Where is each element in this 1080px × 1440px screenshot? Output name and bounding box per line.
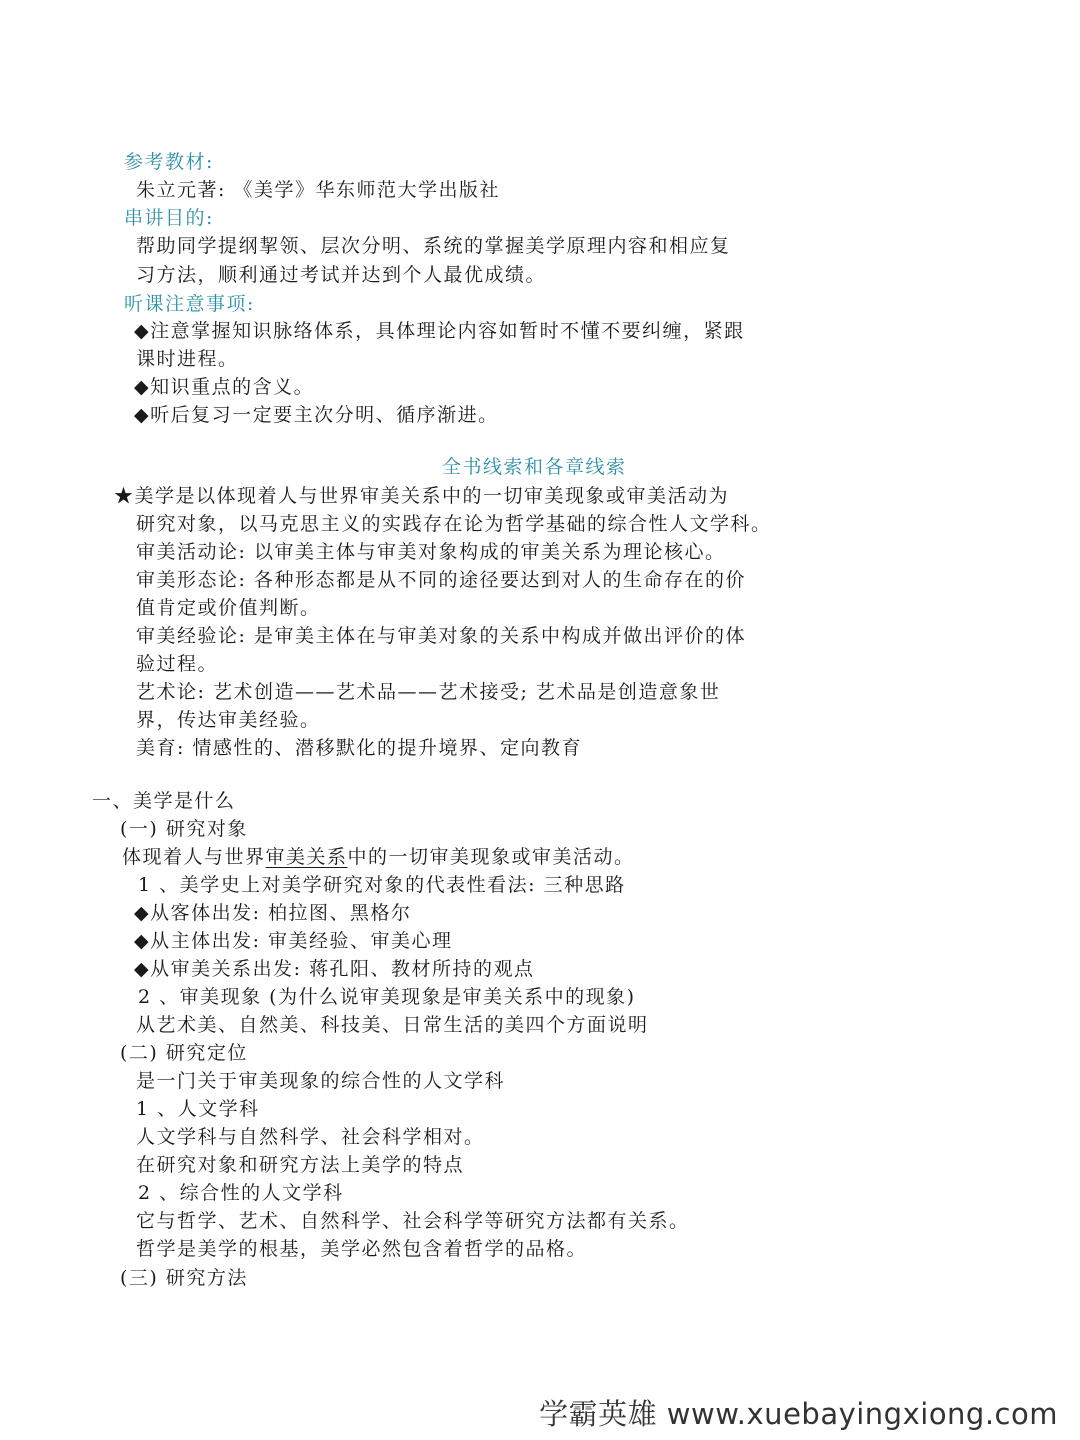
- experience-theory-line-1: 审美经验论: 是审美主体在与审美对象的关系中构成并做出评价的体: [136, 625, 746, 647]
- site-watermark: 学霸英雄 www.xuebayingxiong.com: [539, 1397, 1058, 1431]
- chapter-1-title: 一、美学是什么: [92, 790, 236, 812]
- point-1-title: 1 、美学史上对美学研究对象的代表性看法: 三种思路: [138, 874, 626, 896]
- definition-line-2: 研究对象，以马克思主义的实践存在论为哲学基础的综合性人文学科。: [136, 513, 772, 535]
- point-2-title: 2 、审美现象 (为什么说审美现象是审美关系中的现象): [138, 986, 636, 1008]
- purpose-line-1: 帮助同学提纲挈领、层次分明、系统的掌握美学原理内容和相应复: [136, 235, 731, 257]
- textbook-heading: 参考教材:: [124, 151, 214, 173]
- purpose-heading: 串讲目的:: [124, 207, 214, 229]
- aesthetic-education: 美育: 情感性的、潜移默化的提升境界、定向教育: [136, 737, 582, 759]
- definition-prefix: 体现着人与世界: [122, 846, 266, 868]
- note-3: ◆听后复习一定要主次分明、循序渐进。: [134, 404, 499, 426]
- section-2-line: 是一门关于审美现象的综合性的人文学科: [136, 1070, 506, 1092]
- point-2-description: 从艺术美、自然美、科技美、日常生活的美四个方面说明: [136, 1014, 649, 1036]
- comprehensive-title: 2 、综合性的人文学科: [138, 1182, 344, 1204]
- humanities-title: 1 、人文学科: [136, 1098, 260, 1120]
- section-1-title: (一) 研究对象: [120, 818, 248, 840]
- clues-title: 全书线索和各章线索: [442, 456, 627, 478]
- approach-subject: ◆从主体出发: 审美经验、审美心理: [134, 930, 453, 952]
- experience-theory-line-2: 验过程。: [136, 653, 219, 675]
- definition-line-1: ★美学是以体现着人与世界审美关系中的一切审美现象或审美活动为: [114, 485, 730, 507]
- activity-theory: 审美活动论: 以审美主体与审美对象构成的审美关系为理论核心。: [136, 541, 726, 563]
- section-3-title: (三) 研究方法: [120, 1267, 248, 1289]
- comprehensive-line-2: 哲学是美学的根基，美学必然包含着哲学的品格。: [136, 1238, 588, 1260]
- note-1-line-1: ◆注意掌握知识脉络体系，具体理论内容如暂时不懂不要纠缠，紧跟: [134, 320, 745, 342]
- section-1-definition: [122, 843, 635, 871]
- purpose-line-2: 习方法，顺利通过考试并达到个人最优成绩。: [136, 264, 547, 286]
- comprehensive-line-1: 它与哲学、艺术、自然科学、社会科学等研究方法都有关系。: [136, 1210, 690, 1232]
- note-2: ◆知识重点的含义。: [134, 376, 315, 398]
- note-1-line-2: 课时进程。: [136, 348, 239, 370]
- definition-suffix: 中的一切审美现象或审美活动。: [347, 846, 635, 868]
- form-theory-line-2: 值肯定或价值判断。: [136, 597, 321, 619]
- textbook-line: 朱立元著: 《美学》华东师范大学出版社: [136, 179, 500, 201]
- humanities-line-2: 在研究对象和研究方法上美学的特点: [136, 1154, 465, 1176]
- approach-object: ◆从客体出发: 柏拉图、黑格尔: [134, 902, 412, 924]
- aesthetic-relation-underlined: 审美关系: [265, 846, 348, 868]
- notes-heading: 听课注意事项:: [124, 293, 255, 315]
- approach-relation: ◆从审美关系出发: 蒋孔阳、教材所持的观点: [134, 958, 535, 980]
- form-theory-line-1: 审美形态论: 各种形态都是从不同的途径要达到对人的生命存在的价: [136, 569, 746, 591]
- humanities-line-1: 人文学科与自然科学、社会科学相对。: [136, 1126, 485, 1148]
- art-theory-line-2: 界，传达审美经验。: [136, 709, 321, 731]
- section-2-title: (二) 研究定位: [120, 1042, 248, 1064]
- art-theory-line-1: 艺术论: 艺术创造——艺术品——艺术接受; 艺术品是创造意象世: [136, 681, 721, 703]
